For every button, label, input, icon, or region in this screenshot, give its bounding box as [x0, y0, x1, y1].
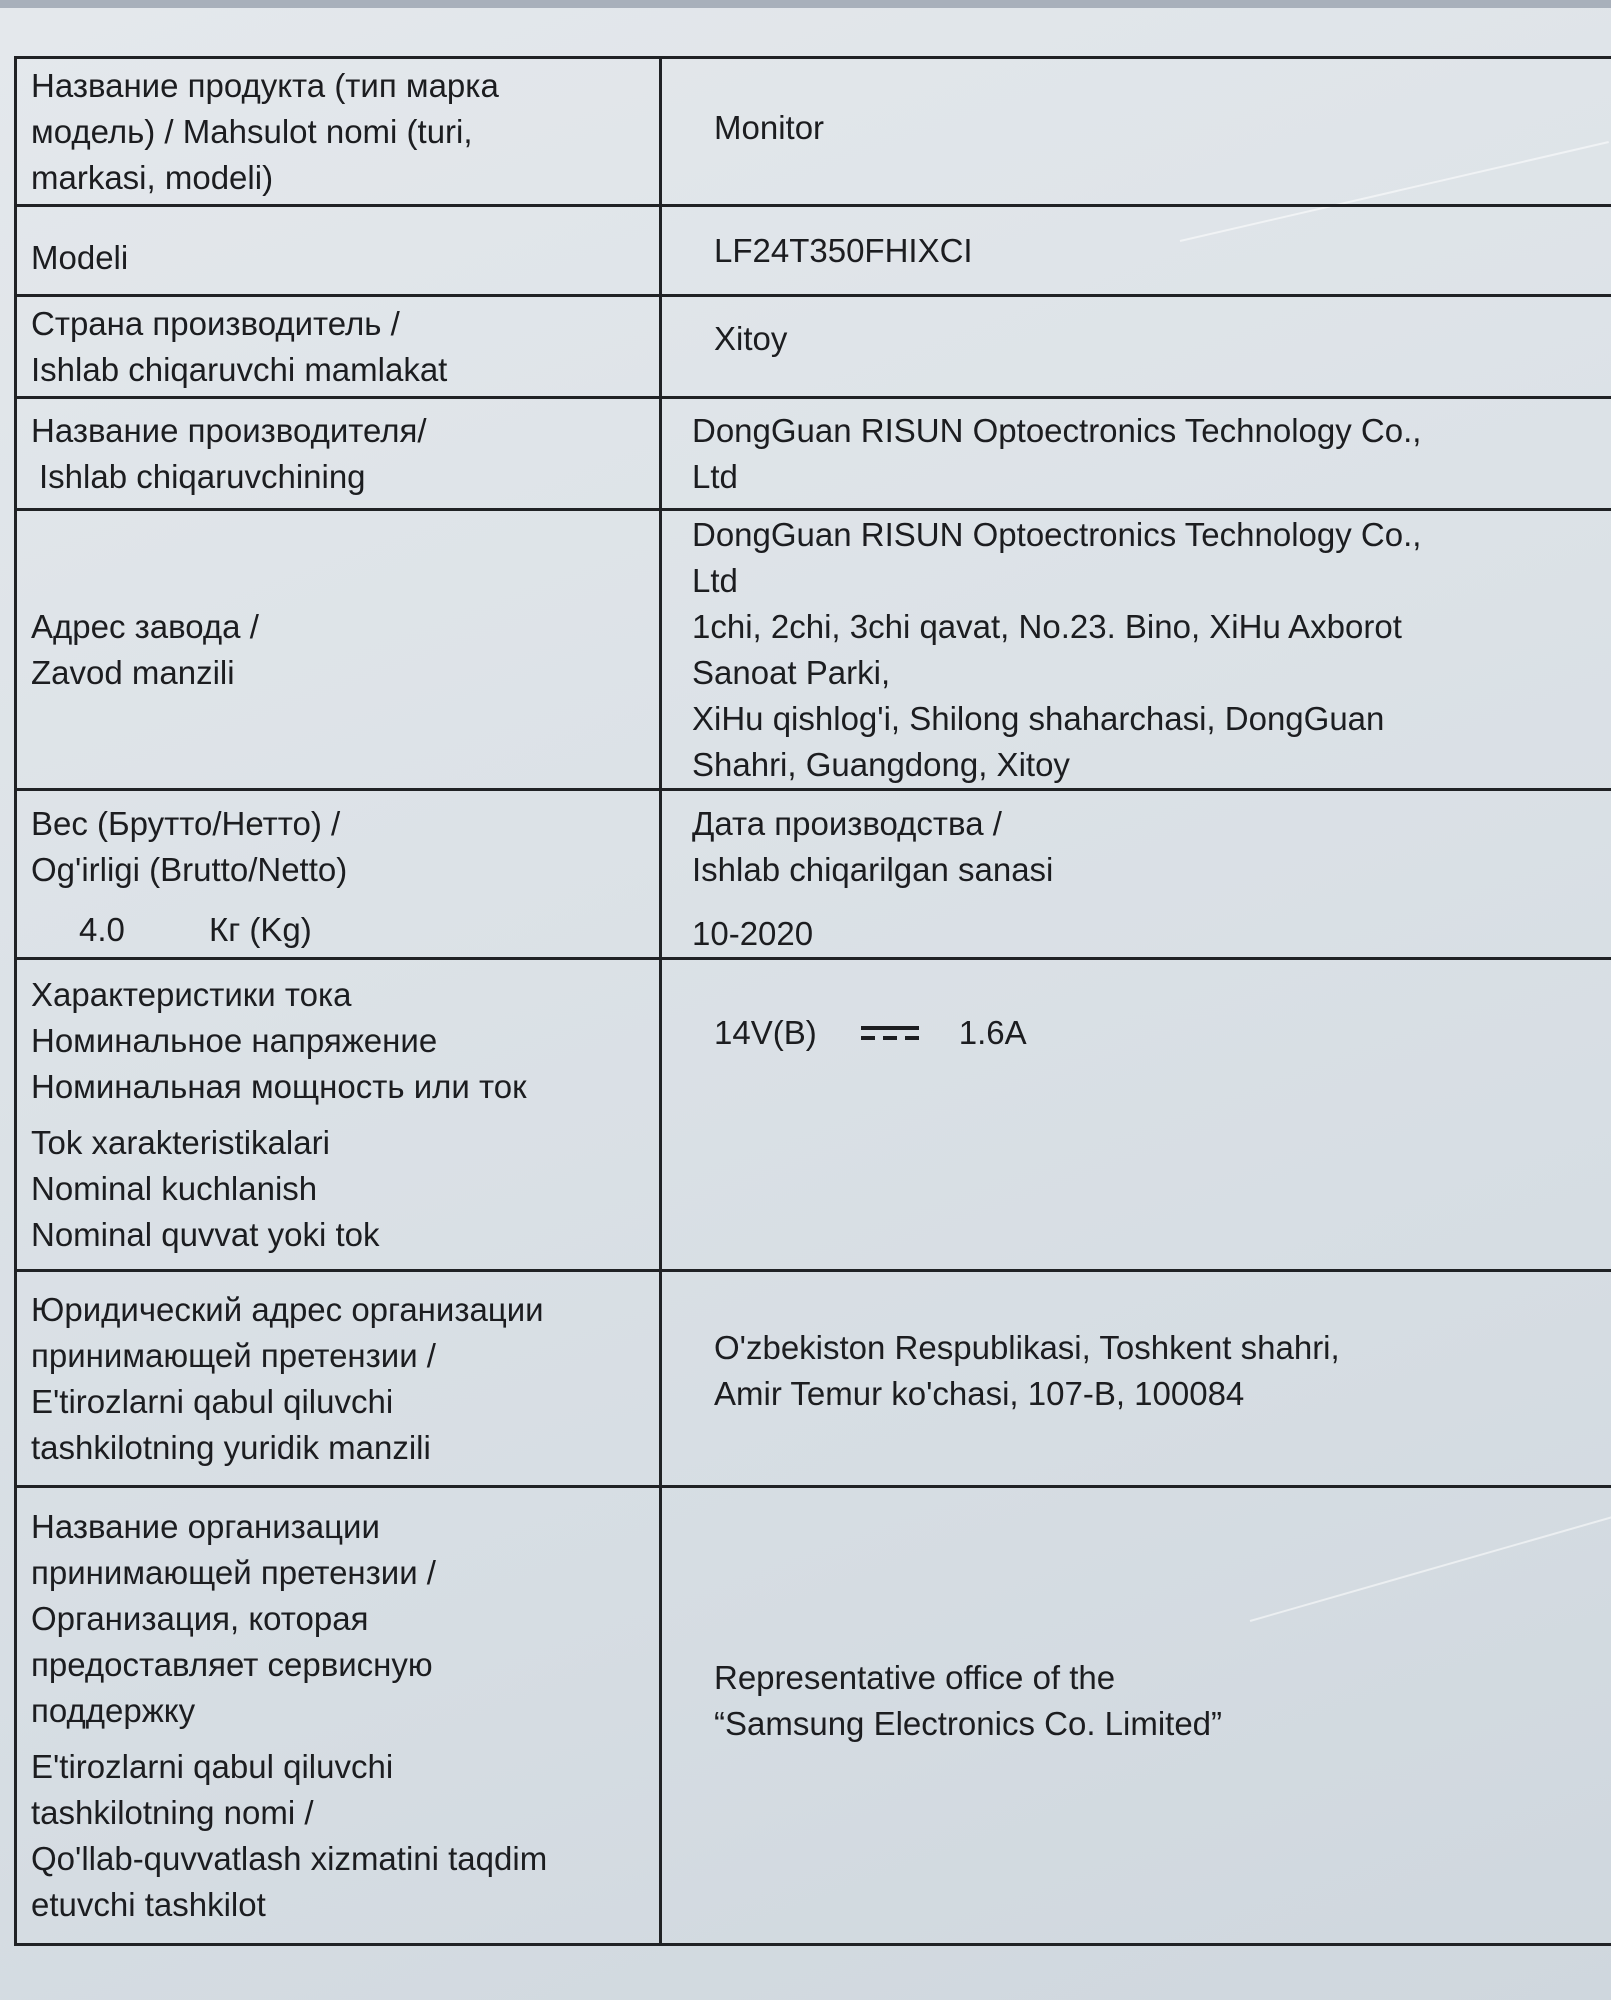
label-line: предоставляет сервисную: [31, 1645, 433, 1683]
label-line: Название организации: [31, 1507, 380, 1545]
production-date: 10-2020: [692, 915, 814, 952]
product-name: Monitor: [714, 108, 825, 146]
label-cell: [16, 1271, 661, 1487]
label-line: принимающей претензии /: [31, 1336, 436, 1374]
address-line: XiHu qishlog'i, Shilong shaharchasi, DongGuan: [692, 699, 1385, 737]
label-cell: [16, 58, 661, 206]
legal-address-line: Amir Temur ko'chasi, 107-B, 100084: [714, 1374, 1245, 1412]
label-line: Номинальное напряжение: [31, 1021, 438, 1059]
value-cell: [661, 58, 1611, 206]
table-row: [16, 398, 1611, 510]
current-value: 1.6A: [958, 1014, 1027, 1051]
country-value: Xitoy: [714, 319, 788, 357]
label-line: Страна производитель /: [31, 304, 400, 342]
label-line: tashkilotning yuridik manzili: [31, 1428, 431, 1466]
address-line: DongGuan RISUN Optoectronics Technology Co.,: [692, 515, 1422, 553]
label-line: Название производителя/: [31, 411, 427, 449]
label-line: etuvchi tashkilot: [31, 1885, 266, 1923]
voltage-value: 14V(B): [714, 1014, 817, 1051]
table-row: [16, 1271, 1611, 1487]
label-line: Номинальная мощность или ток: [31, 1067, 527, 1105]
table-row: [16, 510, 1611, 790]
label-cell: [16, 296, 661, 398]
value-cell: [661, 790, 1611, 959]
label-line: Nominal kuchlanish: [31, 1169, 318, 1207]
paper-edge: [0, 0, 1611, 8]
address-line: 1chi, 2chi, 3chi qavat, No.23. Bino, XiHu Axborot: [692, 607, 1402, 645]
label-cell: [16, 1487, 661, 1945]
value-cell: [661, 510, 1611, 790]
label-line: Modeli: [31, 238, 129, 276]
label-line: Организация, которая: [31, 1599, 369, 1637]
label-line: модель) / Mahsulot nomi (turi,: [31, 112, 473, 150]
label-line: Ishlab chiqaruvchining: [39, 457, 366, 495]
label-cell: [16, 206, 661, 296]
table-row: [16, 206, 1611, 296]
weight-line: [31, 907, 659, 953]
product-spec-table: [14, 56, 1611, 1946]
manufacturer-line: Ltd: [692, 457, 738, 495]
value-cell: [661, 1487, 1611, 1945]
rating-line: [714, 1010, 1611, 1056]
table-row: [16, 58, 1611, 206]
manufacturer-line: DongGuan RISUN Optoectronics Technology Co.,: [692, 411, 1422, 449]
model-number: LF24T350FHIXCI: [714, 231, 973, 269]
value-cell: [661, 1271, 1611, 1487]
label-line: Tok xarakteristikalari: [31, 1123, 330, 1161]
weight-value: 4.0: [79, 911, 125, 948]
label-line: E'tirozlarni qabul qiluvchi: [31, 1747, 394, 1785]
address-line: Shahri, Guangdong, Xitoy: [692, 745, 1070, 783]
dc-symbol-icon: [861, 1022, 919, 1044]
label-line: tashkilotning nomi /: [31, 1793, 314, 1831]
service-org-line: “Samsung Electronics Co. Limited”: [714, 1704, 1223, 1742]
label-cell: [16, 510, 661, 790]
date-label-line: Дата производства /: [692, 805, 1002, 842]
value-cell: [661, 398, 1611, 510]
date-label-line: Ishlab chiqarilgan sanasi: [692, 851, 1054, 888]
table-row: [16, 959, 1611, 1271]
service-org-line: Representative office of the: [714, 1658, 1116, 1696]
label-line: Характеристики тока: [31, 975, 352, 1013]
label-line: Название продукта (тип марка: [31, 66, 499, 104]
address-line: Ltd: [692, 561, 738, 599]
label-line: Qo'llab-quvvatlash xizmatini taqdim: [31, 1839, 548, 1877]
label-line: Nominal quvvat yoki tok: [31, 1215, 380, 1253]
value-cell: [661, 959, 1611, 1271]
label-line: Zavod manzili: [31, 653, 235, 691]
label-cell: [16, 959, 661, 1271]
label-line: E'tirozlarni qabul qiluvchi: [31, 1382, 394, 1420]
value-cell: [661, 296, 1611, 398]
label-line: принимающей претензии /: [31, 1553, 436, 1591]
legal-address-line: O'zbekiston Respublikasi, Toshkent shahri,: [714, 1328, 1340, 1366]
label-line: markasi, modeli): [31, 158, 274, 196]
label-line: Адрес завода /: [31, 607, 259, 645]
label-cell: [16, 790, 661, 959]
label-line: поддержку: [31, 1691, 196, 1729]
table-row: [16, 1487, 1611, 1945]
label-line: Og'irligi (Brutto/Netto): [31, 851, 348, 888]
label-cell: [16, 398, 661, 510]
table-row: [16, 790, 1611, 959]
label-line: Юридический адрес организации: [31, 1290, 544, 1328]
weight-unit: Кг (Kg): [209, 911, 312, 948]
address-line: Sanoat Parki,: [692, 653, 891, 691]
label-line: Ishlab chiqaruvchi mamlakat: [31, 350, 448, 388]
table-row: [16, 296, 1611, 398]
label-line: Вес (Брутто/Нетто) /: [31, 805, 341, 842]
value-cell: [661, 206, 1611, 296]
